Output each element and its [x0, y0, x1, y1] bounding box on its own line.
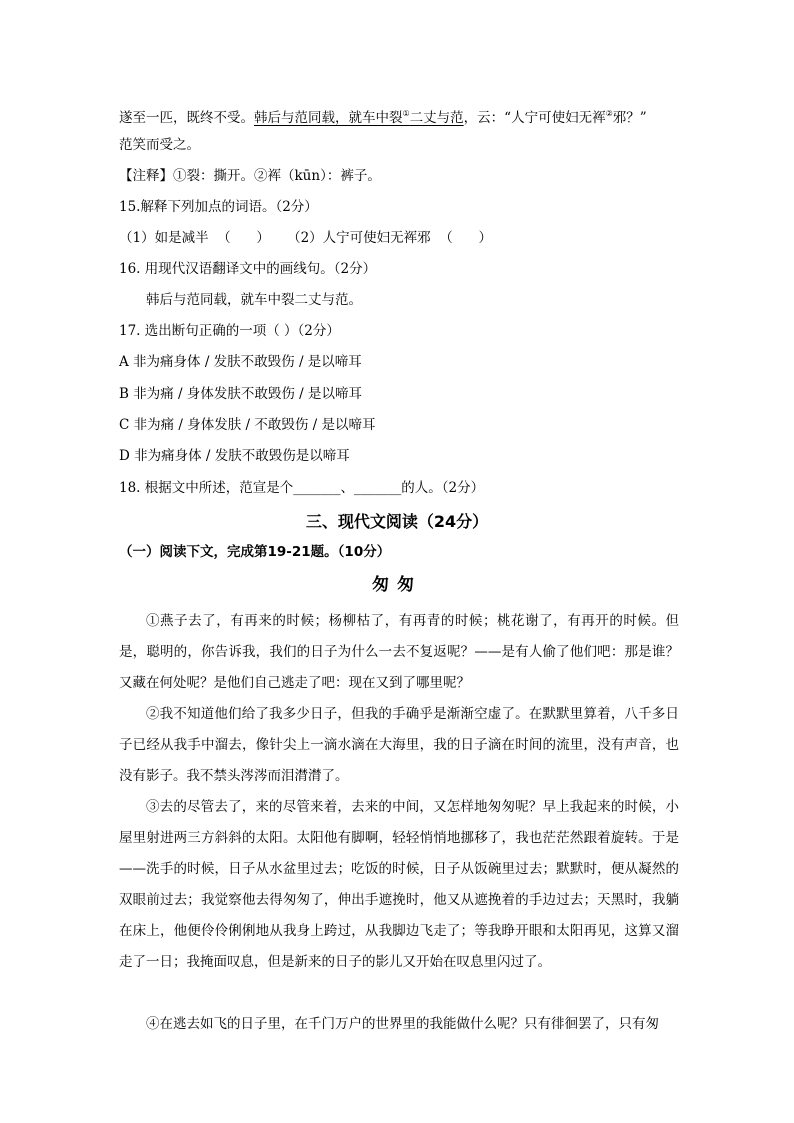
option-a: A 非为痛身体 / 发肤不敢毁伤 / 是以啼耳: [119, 354, 362, 370]
note-marker-1: ①: [402, 109, 410, 118]
question-18: 18. 根据文中所述，范宣是个_______、_______的人。（2分）: [119, 480, 485, 496]
excerpt-line-2: 范笑而受之。: [119, 137, 200, 153]
passage-title: 匆匆: [372, 575, 422, 595]
option-d: D 非为痛身体 / 发肤不敢毁伤是以啼耳: [119, 448, 350, 464]
underlined-sentence: [254, 110, 464, 126]
passage-paragraph-2: ②我不知道他们给了我多少日子，但我的手确乎是渐渐空虚了。在默默里算着，八千多日子已经从我手中溜去，像针尖上一滴水滴在大海里，我的日子滴在时间的流里，没有声音，也没有影子。我不禁头涔涔而泪潸潸了。: [119, 706, 679, 784]
question-15-items: （1）如是减半 （ ） （2）人宁可使妇无裈邪 （ ）: [119, 230, 493, 246]
question-15: 15.解释下列加点的词语。（2分）: [119, 199, 318, 215]
section-subheading: （一）阅读下文，完成第19-21题。（10分）: [119, 544, 391, 560]
excerpt-text-a: 遂至一匹，既终不受。: [119, 110, 254, 126]
excerpt-text-c: 邪？”: [612, 110, 647, 126]
passage-paragraph-4: ④在逃去如飞的日子里，在千门万户的世界里的我能做什么呢？只有徘徊罢了，只有匆: [146, 1016, 659, 1032]
option-b: B 非为痛 / 身体发肤不敢毁伤 / 是以啼耳: [119, 386, 362, 402]
excerpt-text-b: ，云：“人宁可使妇无裈: [463, 110, 606, 126]
question-16: 16. 用现代汉语翻译文中的画线句。（2分）: [119, 261, 377, 277]
note-marker-2: ②: [605, 109, 613, 118]
question-17: 17. 选出断句正确的一项（ ）（2分）: [119, 323, 340, 339]
passage-paragraph-3: ③去的尽管去了，来的尽管来着，去来的中间，又怎样地匆匆呢？早上我起来的时候，小屋里射进两三方斜斜的太阳。太阳他有脚啊，轻轻悄悄地挪移了，我也茫茫然跟着旋转。于是——洗手的时候，日子从水盆里过去；吃饭的时候，日子从饭碗里过去；默默时，便从凝然的双眼前过去；我觉察他去得匆匆了，伸出手遮挽时，他又从遮挽着的手边过去；天黑时，我躺在床上，他便伶伶俐俐地从我身上跨过，从我脚边飞走了；等我睁开眼和太阳再见，这算又溜走了一日；我掩面叹息，但是新来的日子的影儿又开始在叹息里闪过了。: [119, 799, 679, 970]
excerpt-line-1: [119, 104, 679, 128]
underlined-part-b: 二丈与范: [409, 110, 464, 126]
option-c: C 非为痛 / 身体发肤 / 不敢毁伤 / 是以啼耳: [119, 417, 376, 433]
section-heading: 三、现代文阅读（24分）: [305, 512, 489, 531]
question-16-sentence: 韩后与范同载，就车中裂二丈与范。: [146, 292, 362, 308]
underlined-part-a: 韩后与范同载，就车中裂: [254, 110, 403, 126]
annotation-note: 【注释】①裂：撕开。②裈（kūn）：裤子。: [119, 168, 381, 184]
passage-paragraph-1: ①燕子去了，有再来的时候；杨柳枯了，有再青的时候；桃花谢了，有再开的时候。但是，聪明的，你告诉我，我们的日子为什么一去不复返呢？——是有人偷了他们吧：那是谁？又藏在何处呢？是他们自己逃走了吧：现在又到了哪里呢？: [119, 613, 679, 691]
